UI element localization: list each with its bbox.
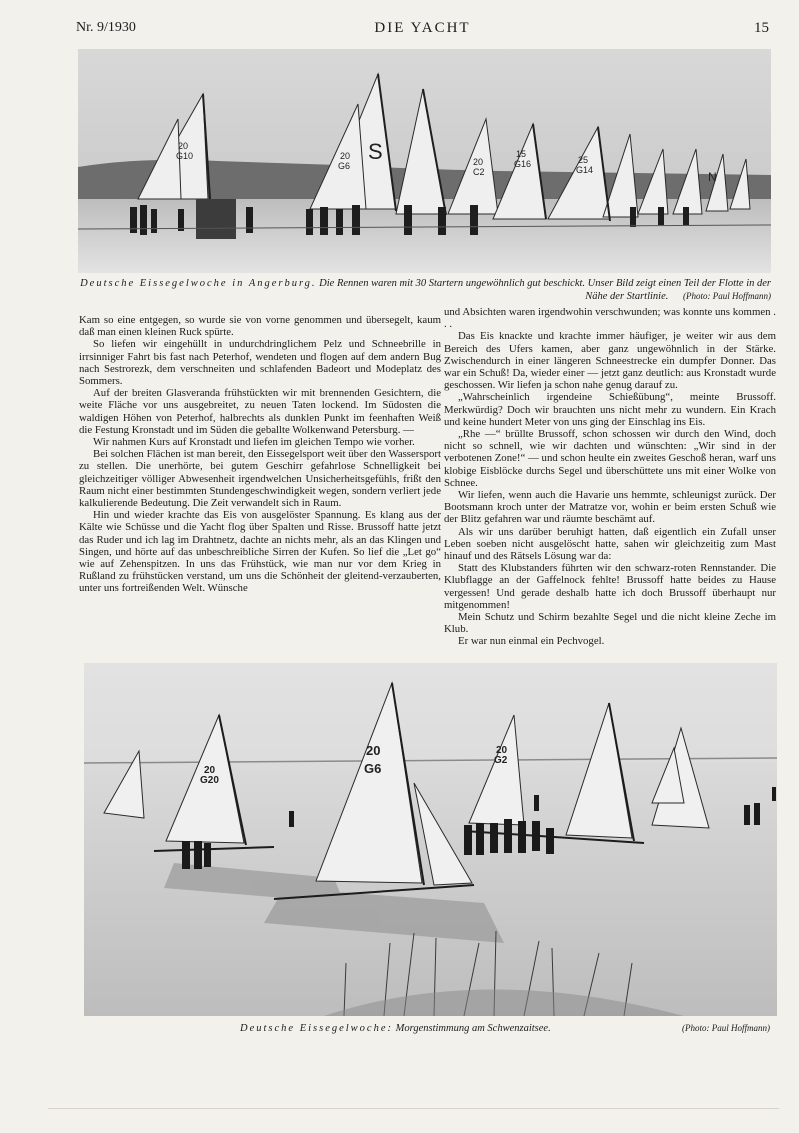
caption-bottom-text: Morgenstimmung am Schwenzaitsee. (395, 1023, 551, 1034)
photo-morning-lake (84, 663, 777, 1016)
svg-text:G2: G2 (494, 755, 508, 766)
caption-top-kicker: Deutsche Eissegelwoche in Angerburg. (80, 278, 317, 289)
magazine-title: DIE YACHT (374, 20, 471, 36)
paragraph: Als wir uns darüber beruhigt hatten, daß eigentlich ein Zufall unser Leben soeben nicht ausgelöscht hatte, sahen wir gleichzeitig zum Mast hinauf und des Rätsels Lösung war da: (444, 525, 776, 563)
paragraph: Er war nun einmal ein Pechvogel. (458, 635, 605, 648)
svg-text:N: N (708, 170, 717, 184)
caption-bottom-photo (240, 1022, 770, 1035)
svg-text:C2: C2 (473, 167, 485, 177)
caption-top-credit: (Photo: Paul Hoffmann) (683, 291, 771, 301)
paragraph: Mein Schutz und Schirm bezahlte Segel und die nicht kleine Zeche im Klub. (444, 611, 776, 636)
paragraph: Wir liefen, wenn auch die Havarie uns hemmte, schleunigst zurück. Der Bootsmann kroch unter der Matratze vor, wohin er beim ersten Schuß wie der Blitz gefahren war und räumte beschämt auf. (444, 489, 776, 526)
caption-top-photo (78, 277, 771, 303)
paragraph: Wir nahmen Kurs auf Kronstadt und liefen im gleichen Tempo wie vorher. (93, 436, 415, 449)
paragraph: Das Eis knackte und krachte immer häufiger, je weiter wir aus dem Bereich des Ufers kamen, aber ganz ungewöhnlich in der Stärke. Zwischendurch in einer längeren Schneestrecke ein dumpfer Donner. Das war ein Schuß! Da, wieder einer — jetzt ganz deutlich: aus Kronstadt wurde geschossen. Wir liefen ja schon nahe genug darauf zu. (444, 330, 776, 392)
svg-text:20: 20 (496, 745, 508, 756)
paragraph: „Rhe —“ brüllte Brussoff, schon schossen wir durch den Wind, doch nicht so schnell, wie wir dachten und wünschten: „Wir sind in der verbotenen Zone!“ — und schon heulte ein zweites Geschoß heran, warf uns klobige Eisblöcke durchs Segel und überschüttete uns mit einer Wolke von Schnee. (444, 428, 776, 489)
svg-text:G14: G14 (576, 165, 594, 175)
caption-bottom-kicker: Deutsche Eissegelwoche: (240, 1023, 394, 1034)
article-column-right (444, 306, 776, 648)
paragraph: So liefen wir eingehüllt in undurchdringlichem Pelz und Schneebrille in irrsinniger Fahrt bis fast nach Peterhof, wendeten und flogen auf dem andern Bug nach Sestrorezk, dem verschneiten und schlafenden Badeort und Modeplatz des Sommers. (79, 338, 441, 388)
svg-text:25: 25 (578, 155, 589, 165)
svg-text:15: 15 (516, 149, 527, 159)
svg-text:G16: G16 (514, 159, 532, 169)
svg-text:S: S (368, 139, 383, 164)
page-bottom-rule (48, 1108, 779, 1109)
svg-text:20: 20 (366, 743, 381, 758)
photo-fleet-image (78, 49, 771, 273)
svg-text:20: 20 (178, 141, 189, 151)
article-column-left (79, 314, 441, 595)
svg-text:20: 20 (204, 765, 216, 776)
page-number: 15 (754, 20, 769, 36)
caption-top-text: Die Rennen waren mit 30 Startern ungewöhnlich gut beschickt. Unser Bild zeigt einen Teil der Flotte in der Nähe der Startlinie. (319, 278, 771, 302)
svg-text:G6: G6 (338, 161, 351, 171)
paragraph: „Wahrscheinlich irgendeine Schießübung“, meinte Brussoff. Merkwürdig? Doch wir brauchten uns nicht mehr zu wundern. Ein Krach und keine hundert Meter von uns ging der Einschlag ins Eis. (444, 391, 776, 428)
photo-iceyacht-fleet (78, 49, 771, 273)
svg-text:G20: G20 (200, 775, 219, 786)
paragraph: Auf der breiten Glasveranda frühstückten wir mit brennenden Gesichtern, die weite Fläche vor uns ausgebreitet, zu neuen Taten lockend. Im Südosten die waldigen Höhen von Peterhof, halbrechts als dunklen Punkt im feenhaften Weiß die Festung Kronstadt und im Süden die geballte Wolkenwand Petersburg. — (79, 387, 441, 436)
page-header (76, 18, 769, 40)
paragraph: Statt des Klubstanders führten wir den schwarz-roten Rennstander. Die Klubflagge an der Gaffelnock fehlte! Brussoff hatte beides zu Hause vergessen! Und gerade deshalb hatte ich doch Brussoff überhaupt nur mitgenommen! (444, 562, 776, 611)
paragraph: Bei solchen Flächen ist man bereit, den Eissegelsport weit über den Wassersport zu stellen. Die unerhörte, bei gutem Geschirr gefahrlose Schnelligkeit bei gleichzeitiger völliger Abwesenheit irgendwelchen Unsicherheitsgefühls, frißt den Raum nicht einer bestimmten Stundengeschwindigkeit wegen, sondern verliert jede kalkulierende Bedeutung. Die Zeit verwandelt sich in Raum. (79, 448, 441, 510)
photo-lake-image (84, 663, 777, 1016)
svg-text:G10: G10 (176, 151, 194, 161)
svg-text:20: 20 (340, 151, 351, 161)
svg-text:20: 20 (473, 157, 484, 167)
paragraph: und Absichten waren irgendwohin verschwunden; was konnte uns kommen . . . (444, 306, 776, 331)
paragraph: Kam so eine entgegen, so wurde sie von vorne genommen und übersegelt, kaum daß man einen kleinen Ruck spürte. (79, 314, 441, 339)
issue-number: Nr. 9/1930 (76, 20, 136, 35)
paragraph: Hin und wieder krachte das Eis von ausgelöster Spannung. Es klang aus der Kälte wie Schüsse und die Yacht flog über Spalten und Risse. Brussoff hatte jetzt das Ruder und ich lag im Drahtnetz, dachte an nichts mehr, als an das Klingen und Singen, und hörte auf das unbeschreibliche Sirren der Kufen. So lief die „Let go“ wie auf Zehenspitzen. In uns das Frühstück, wie man nur vor dem Krieg in Rußland zu frühstücken verstand, um uns die Schönheit der gleitend-verzauberten, unter uns fortreißenden Welt. Wünsche (79, 509, 441, 595)
caption-bottom-credit: (Photo: Paul Hoffmann) (682, 1023, 770, 1033)
svg-text:G6: G6 (364, 761, 382, 776)
